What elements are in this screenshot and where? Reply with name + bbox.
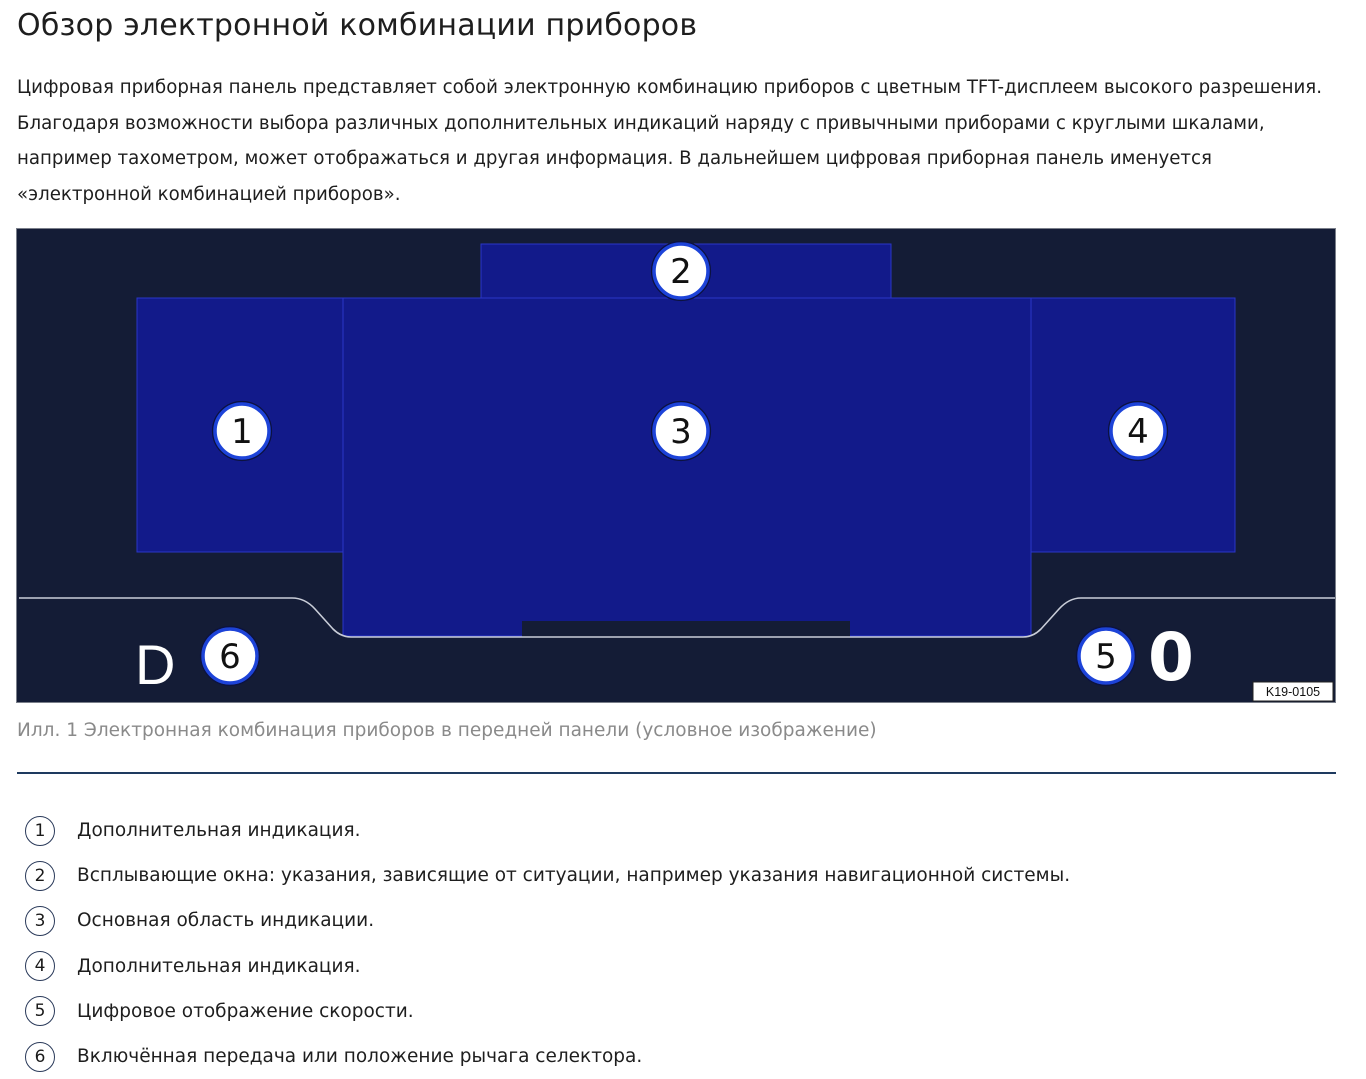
legend-text: Включённая передача или положение рычага селектора. (77, 1046, 643, 1068)
figure-caption: Илл. 1 Электронная комбинация приборов в передней панели (условное изображение) (17, 720, 877, 741)
legend-item-4 (25, 944, 1070, 989)
legend-number-badge: 6 (25, 1042, 55, 1072)
zone-3-main-display (343, 298, 1031, 636)
legend-item-5 (25, 989, 1070, 1034)
svg-text:3: 3 (670, 412, 692, 452)
legend-item-3 (25, 898, 1070, 943)
legend-list (25, 808, 1070, 1079)
callout-2 (652, 242, 711, 301)
speed-readout: 0 (1148, 619, 1194, 696)
svg-text:1: 1 (231, 412, 253, 452)
legend-text: Дополнительная индикация. (77, 955, 361, 977)
callout-5 (1077, 627, 1136, 686)
intro-paragraph: Цифровая приборная панель представляет собой электронную комбинацию приборов с цветным TFT-дисплеем высокого разрешения. Благодаря возможности выбора различных дополнительных индикаций наряду с привычными приборами с круглыми шкалами, например тахометром, может отображаться и другая информация. В дальнейшем цифровая приборная панель именуется «электронной комбинацией приборов». (17, 77, 1323, 205)
section-divider (17, 772, 1336, 774)
gear-indicator: D (135, 633, 176, 696)
svg-text:K19-0105: K19-0105 (1265, 685, 1321, 699)
legend-number-badge: 5 (25, 996, 55, 1026)
page-title: Обзор электронной комбинации приборов (17, 8, 698, 43)
legend-number-badge: 1 (25, 816, 55, 846)
figure-code-label (1253, 682, 1333, 701)
legend-item-1 (25, 808, 1070, 853)
svg-text:5: 5 (1095, 637, 1117, 677)
instrument-cluster-figure (16, 228, 1336, 703)
svg-text:2: 2 (670, 252, 692, 292)
cluster-diagram (17, 229, 1336, 703)
legend-text: Основная область индикации. (77, 910, 375, 932)
legend-number-badge: 3 (25, 906, 55, 936)
legend-item-6 (25, 1034, 1070, 1079)
legend-text: Всплывающие окна: указания, зависящие от ситуации, например указания навигационной системы. (77, 865, 1071, 887)
svg-text:4: 4 (1127, 412, 1149, 452)
svg-text:6: 6 (219, 637, 241, 677)
legend-number-badge: 4 (25, 951, 55, 981)
legend-text: Дополнительная индикация. (77, 820, 361, 842)
legend-number-badge: 2 (25, 861, 55, 891)
legend-text: Цифровое отображение скорости. (77, 1000, 414, 1022)
legend-item-2 (25, 853, 1070, 898)
callout-3 (652, 402, 711, 461)
callout-1 (213, 402, 272, 461)
callout-6 (201, 627, 260, 686)
callout-4 (1109, 402, 1168, 461)
